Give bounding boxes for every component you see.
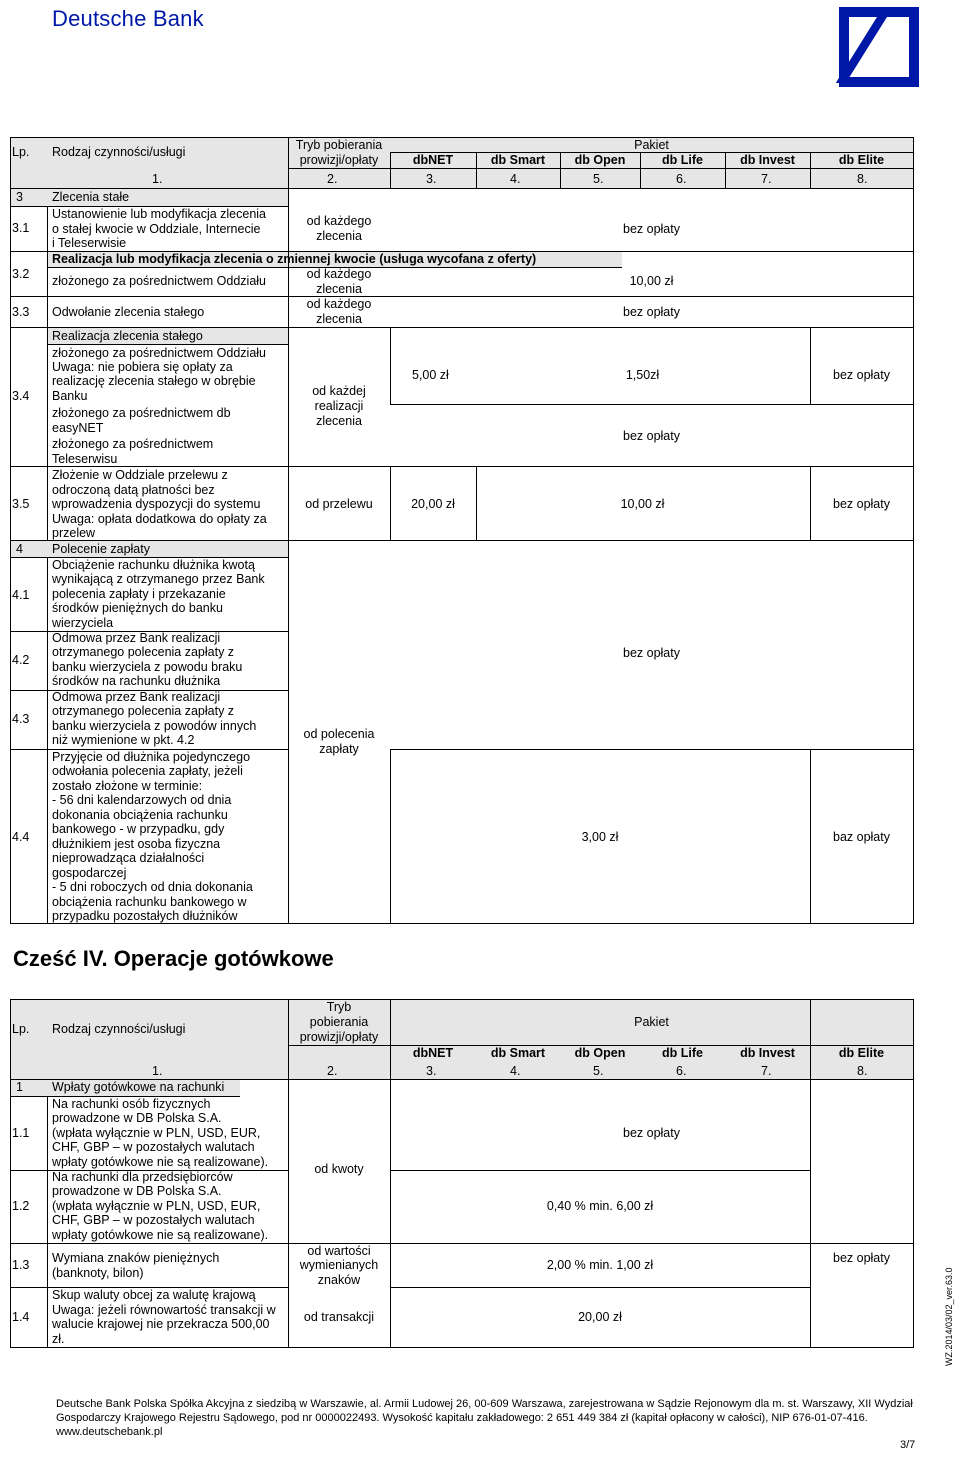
package-dbnet: dbNET bbox=[412, 1046, 454, 1060]
row-fee: bez opłaty bbox=[623, 429, 680, 443]
mode-header-1: Tryb pobierania bbox=[295, 138, 383, 152]
row-number: 4.4 bbox=[12, 830, 30, 844]
package-db-elite: db Elite bbox=[838, 1046, 885, 1060]
row-fee: 5,00 zł bbox=[412, 368, 449, 382]
row-subheading: Realizacja lub modyfikacja zlecenia o zmiennej kwocie (usługa wycofana z oferty) bbox=[52, 252, 537, 266]
col-number: 1. bbox=[152, 1064, 163, 1078]
row-number: 1.4 bbox=[12, 1310, 30, 1324]
row-desc: środków na rachunku dłużnika bbox=[52, 674, 221, 688]
row-desc: otrzymanego polecenia zapłaty z bbox=[52, 704, 235, 718]
col-number: 1. bbox=[152, 172, 163, 186]
row-fee: 3,00 zł bbox=[581, 830, 619, 844]
row-mode: od przelewu bbox=[305, 497, 373, 511]
row-number: 4.3 bbox=[12, 712, 30, 726]
package-dbnet: dbNET bbox=[412, 153, 454, 167]
mode-header-1: Tryb bbox=[326, 1000, 352, 1014]
col-number: 4. bbox=[510, 1064, 521, 1078]
row-desc: otrzymanego polecenia zapłaty z bbox=[52, 645, 235, 659]
footer-website-link[interactable]: www.deutschebank.pl bbox=[56, 1426, 163, 1438]
row-desc: dokonania obciążenia rachunku bbox=[52, 808, 228, 822]
row-mode: od każdego bbox=[306, 214, 372, 228]
row-desc: (wpłata wyłącznie w PLN, USD, EUR, bbox=[52, 1199, 261, 1213]
col-number: 4. bbox=[510, 172, 521, 186]
row-mode: zapłaty bbox=[319, 742, 359, 756]
row-number: 3.1 bbox=[12, 221, 30, 235]
package-db-smart: db Smart bbox=[490, 153, 546, 167]
row-fee: 10,00 zł bbox=[629, 274, 674, 288]
row-mode: od każdej bbox=[312, 384, 366, 398]
row-mode: od każdego bbox=[306, 297, 372, 311]
row-desc: wynikającą z otrzymanego przez Bank bbox=[52, 572, 265, 586]
row-number: 4.1 bbox=[12, 588, 30, 602]
row-desc: Ustanowienie lub modyfikacja zlecenia bbox=[52, 207, 267, 221]
row-desc: banku wierzyciela z powodów innych bbox=[52, 719, 257, 733]
service-header: Rodzaj czynności/usługi bbox=[52, 145, 186, 159]
row-mode: zlecenia bbox=[316, 229, 362, 243]
row-desc: złożonego za pośrednictwem Oddziału bbox=[52, 274, 267, 288]
row-desc: Odmowa przez Bank realizacji bbox=[52, 631, 221, 645]
row-desc: dłużnikiem jest osoba fizyczna bbox=[52, 837, 221, 851]
row-desc: Na rachunki osób fizycznych bbox=[52, 1097, 211, 1111]
row-subheading: Realizacja zlecenia stałego bbox=[52, 329, 203, 343]
row-fee: bez opłaty bbox=[623, 1126, 680, 1140]
mode-header-2: prowizji/opłaty bbox=[299, 153, 379, 167]
section-number: 4 bbox=[16, 542, 23, 556]
row-desc: wierzyciela bbox=[52, 616, 114, 630]
section-number: 1 bbox=[16, 1080, 23, 1094]
row-desc: Uwaga: opłata dodatkowa do opłaty za bbox=[52, 512, 267, 526]
deutsche-bank-logo bbox=[839, 7, 919, 87]
row-mode: od transakcji bbox=[303, 1310, 375, 1324]
row-fee: bez opłaty bbox=[623, 646, 680, 660]
row-mode: zlecenia bbox=[316, 414, 362, 428]
package-db-open: db Open bbox=[574, 1046, 626, 1060]
row-desc: o stałej kwocie w Oddziale, Internecie bbox=[52, 222, 261, 236]
row-desc: środków pieniężnych do banku bbox=[52, 601, 223, 615]
row-mode: zlecenia bbox=[316, 312, 362, 326]
row-desc: realizację zlecenia stałego w obrębie bbox=[52, 374, 256, 388]
package-db-invest: db Invest bbox=[740, 1046, 795, 1060]
row-number: 4.2 bbox=[12, 653, 30, 667]
row-mode: realizacji bbox=[314, 399, 364, 413]
col-number: 5. bbox=[593, 172, 604, 186]
row-desc: wpłaty gotówkowe nie są realizowane). bbox=[52, 1155, 269, 1169]
row-desc: Odwołanie zlecenia stałego bbox=[52, 305, 205, 319]
package-db-life: db Life bbox=[662, 1046, 703, 1060]
row-fee: 1,50zł bbox=[625, 368, 660, 382]
row-desc: złożonego za pośrednictwem bbox=[52, 437, 214, 451]
row-desc: prowadzone w DB Polska S.A. bbox=[52, 1111, 222, 1125]
row-desc: Uwaga: jeżeli równowartość transakcji w bbox=[52, 1303, 276, 1317]
row-desc: zostało złożone w terminie: bbox=[52, 779, 203, 793]
row-mode: od wartości bbox=[307, 1244, 371, 1258]
row-desc: Teleserwisu bbox=[52, 452, 118, 466]
row-desc: walucie krajowej nie przekracza 500,00 bbox=[52, 1317, 270, 1331]
row-number: 1.2 bbox=[12, 1199, 30, 1213]
row-desc: bankowego - w przypadku, gdy bbox=[52, 822, 225, 836]
lp-header: Lp. bbox=[12, 145, 30, 159]
col-number: 5. bbox=[593, 1064, 604, 1078]
row-number: 3.5 bbox=[12, 497, 30, 511]
row-fee: 0,40 % min. 6,00 zł bbox=[546, 1199, 654, 1213]
col-number: 6. bbox=[676, 172, 687, 186]
section-heading: Cześć IV. Operacje gotówkowe bbox=[13, 946, 334, 971]
row-fee: 20,00 zł bbox=[411, 497, 455, 511]
footer-line: Gospodarczy Krajowego Rejestru Sądowego, pod nr 0000022493. Wysokość kapitału zakładowego: 2 651 449 384 zł (kapitał opłacony w całości), NIP 676-01-07-416. bbox=[56, 1412, 868, 1424]
row-desc: Obciążenie rachunku dłużnika kwotą bbox=[52, 558, 255, 572]
package-header: Pakiet bbox=[634, 1015, 669, 1029]
row-fee: 20,00 zł bbox=[578, 1310, 622, 1324]
row-desc: polecenia zapłaty i przekazanie bbox=[52, 587, 226, 601]
row-mode: od każdego bbox=[306, 267, 372, 281]
row-desc: wprowadzenia dyspozycji do systemu bbox=[52, 497, 261, 511]
col-number: 2. bbox=[327, 1064, 338, 1078]
lp-header: Lp. bbox=[12, 1022, 30, 1036]
package-db-life: db Life bbox=[662, 153, 703, 167]
row-fee: 2,00 % min. 1,00 zł bbox=[546, 1258, 654, 1272]
row-desc: - 56 dni kalendarzowych od dnia bbox=[52, 793, 232, 807]
row-desc: CHF, GBP – w pozostałych walutach bbox=[52, 1213, 255, 1227]
mode-header-2: pobierania bbox=[309, 1015, 369, 1029]
row-desc: złożonego za pośrednictwem Oddziału bbox=[52, 346, 267, 360]
row-mode: od kwoty bbox=[314, 1162, 364, 1176]
row-desc: niż wymienione w pkt. 4.2 bbox=[52, 733, 195, 747]
row-desc: wpłaty gotówkowe nie są realizowane). bbox=[52, 1228, 269, 1242]
row-desc: Skup waluty obcej za walutę krajową bbox=[52, 1288, 256, 1302]
row-desc: (wpłata wyłącznie w PLN, USD, EUR, bbox=[52, 1126, 261, 1140]
mode-header-3: prowizji/opłaty bbox=[299, 1030, 379, 1044]
row-desc: Wymiana znaków pieniężnych bbox=[52, 1251, 220, 1265]
row-desc: CHF, GBP – w pozostałych walutach bbox=[52, 1140, 255, 1154]
row-desc: przelew bbox=[52, 526, 96, 540]
col-number: 3. bbox=[426, 1064, 437, 1078]
row-desc: gospodarczej bbox=[52, 866, 127, 880]
footer-line: Deutsche Bank Polska Spółka Akcyjna z siedzibą w Warszawie, al. Armii Ludowej 26, 00-609 Warszawa, zarejestrowana w Sądzie Rejonowym dla m. st. Warszawy, XII Wydział bbox=[56, 1398, 913, 1410]
row-fee: 10,00 zł bbox=[620, 497, 665, 511]
row-desc: - 5 dni roboczych od dnia dokonania bbox=[52, 880, 253, 894]
row-number: 3.4 bbox=[12, 389, 30, 403]
row-desc: Uwaga: nie pobiera się opłaty za bbox=[52, 360, 233, 374]
row-mode: znaków bbox=[317, 1273, 361, 1287]
row-desc: złożonego za pośrednictwem db bbox=[52, 406, 231, 420]
package-db-smart: db Smart bbox=[490, 1046, 546, 1060]
section-number: 3 bbox=[16, 190, 23, 204]
row-number: 1.1 bbox=[12, 1126, 30, 1140]
section-title: Zlecenia stałe bbox=[52, 190, 130, 204]
row-desc: i Teleserwisie bbox=[52, 236, 127, 250]
row-desc: Banku bbox=[52, 389, 88, 403]
row-desc: (banknoty, bilon) bbox=[52, 1266, 144, 1280]
row-mode: od polecenia bbox=[303, 727, 375, 741]
row-desc: obciążenia rachunku bankowego w bbox=[52, 895, 247, 909]
col-number: 7. bbox=[761, 172, 772, 186]
row-fee: bez opłaty bbox=[623, 222, 680, 236]
brand-name: Deutsche Bank bbox=[52, 6, 204, 31]
row-number: 3.2 bbox=[12, 267, 30, 281]
col-number: 6. bbox=[676, 1064, 687, 1078]
row-desc: odroczoną datą płatności bez bbox=[52, 483, 215, 497]
row-fee: baz opłaty bbox=[833, 830, 890, 844]
row-fee: bez opłaty bbox=[623, 305, 680, 319]
row-number: 1.3 bbox=[12, 1258, 30, 1272]
row-desc: Na rachunki dla przedsiębiorców bbox=[52, 1170, 233, 1184]
row-desc: Odmowa przez Bank realizacji bbox=[52, 690, 221, 704]
col-number: 2. bbox=[327, 172, 338, 186]
row-desc: Złożenie w Oddziale przelewu z bbox=[52, 468, 228, 482]
row-desc: banku wierzyciela z powodu braku bbox=[52, 660, 243, 674]
row-mode: wymienianych bbox=[299, 1258, 379, 1272]
row-desc: odwołania polecenia zapłaty, jeżeli bbox=[52, 764, 243, 778]
page-number: 3/7 bbox=[900, 1439, 916, 1451]
row-desc: nieprowadząca działalności bbox=[52, 851, 205, 865]
service-header: Rodzaj czynności/usługi bbox=[52, 1022, 186, 1036]
row-fee: bez opłaty bbox=[833, 1251, 890, 1265]
row-fee: bez opłaty bbox=[833, 368, 890, 382]
row-desc: easyNET bbox=[52, 421, 104, 435]
row-desc: Przyjęcie od dłużnika pojedynczego bbox=[52, 750, 251, 764]
document-version: WZ.2014/03/02_ver.63.0 bbox=[944, 1267, 954, 1366]
package-db-invest: db Invest bbox=[740, 153, 795, 167]
row-fee: bez opłaty bbox=[833, 497, 890, 511]
row-mode: zlecenia bbox=[316, 282, 362, 296]
section-title: Polecenie zapłaty bbox=[52, 542, 150, 556]
package-header: Pakiet bbox=[634, 138, 669, 152]
col-number: 3. bbox=[426, 172, 437, 186]
row-desc: zł. bbox=[52, 1332, 65, 1346]
row-desc: przypadku pozostałych dłużników bbox=[52, 909, 238, 923]
row-desc: prowadzone w DB Polska S.A. bbox=[52, 1184, 222, 1198]
section-title: Wpłaty gotówkowe na rachunki bbox=[52, 1080, 225, 1094]
package-db-open: db Open bbox=[574, 153, 626, 167]
col-number: 8. bbox=[857, 172, 868, 186]
package-db-elite: db Elite bbox=[838, 153, 885, 167]
row-number: 3.3 bbox=[12, 305, 30, 319]
col-number: 7. bbox=[761, 1064, 772, 1078]
col-number: 8. bbox=[857, 1064, 868, 1078]
